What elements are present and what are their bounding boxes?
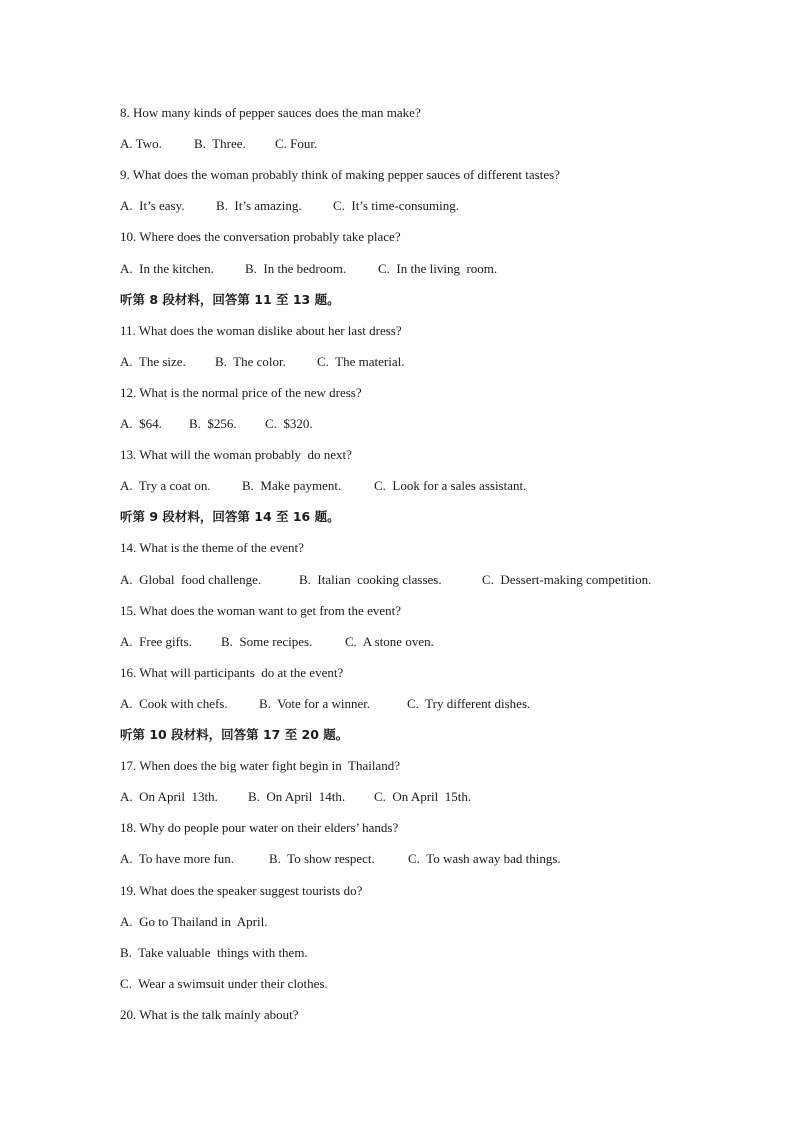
answer-option: A. On April 13th.	[120, 789, 218, 805]
question-text: 16. What will participants do at the event?	[120, 664, 344, 680]
answer-option: A. Cook with chefs.	[120, 695, 228, 711]
question-text: 10. Where does the conversation probably take place?	[120, 229, 401, 245]
answer-option: A. The size.	[120, 353, 186, 369]
answer-option: C. In the living room.	[378, 260, 498, 276]
answer-option: A. It’s easy.	[120, 198, 185, 214]
answer-option: C. On April 15th.	[374, 789, 472, 805]
answer-option: A. In the kitchen.	[120, 260, 214, 276]
answer-option: C. Dessert-making competition.	[482, 571, 652, 587]
question-text: 14. What is the theme of the event?	[120, 540, 304, 556]
answer-option: C. Look for a sales assistant.	[374, 478, 527, 494]
question-text: 12. What is the normal price of the new dress?	[120, 384, 362, 400]
answer-option: C. To wash away bad things.	[408, 851, 561, 867]
answer-option: A. To have more fun.	[120, 851, 235, 867]
question-text: 13. What will the woman probably do next?	[120, 447, 352, 463]
section-heading: 听第 10 段材料，回答第 17 至 20 题。	[120, 727, 349, 742]
question-text: 19. What does the speaker suggest tourists do?	[120, 882, 363, 898]
question-text: 17. When does the big water fight begin in Thailand?	[120, 758, 401, 774]
question-text: 20. What is the talk mainly about?	[120, 1006, 299, 1022]
answer-option: B. In the bedroom.	[245, 260, 347, 276]
answer-option: C. $320.	[265, 416, 313, 431]
question-text: C. Wear a swimsuit under their clothes.	[120, 975, 328, 991]
answer-option: C. A stone oven.	[345, 633, 434, 649]
answer-option: C. It’s time-consuming.	[333, 198, 460, 214]
answer-option: B. $256.	[189, 416, 237, 431]
answer-option: C. The material.	[317, 353, 405, 369]
answer-option: B. Make payment.	[242, 478, 342, 494]
answer-option: B. Vote for a winner.	[259, 695, 371, 711]
answer-option: B. It’s amazing.	[216, 198, 302, 214]
answer-option: B. To show respect.	[269, 851, 375, 867]
question-text: 15. What does the woman want to get from the event?	[120, 602, 401, 618]
answer-option: A. $64.	[120, 416, 162, 431]
question-text: 9. What does the woman probably think of making pepper sauces of different tastes?	[120, 167, 560, 183]
question-text: 11. What does the woman dislike about her last dress?	[120, 322, 402, 338]
answer-option: A. Two.	[120, 136, 162, 152]
answer-option: A. Global food challenge.	[120, 571, 262, 587]
section-heading: 听第 8 段材料，回答第 11 至 13 题。	[120, 291, 340, 307]
answer-option: C. Try different dishes.	[407, 695, 531, 711]
answer-option: B. Three.	[194, 136, 246, 152]
question-text: 18. Why do people pour water on their elders’ hands?	[120, 820, 399, 836]
answer-option: A. Free gifts.	[120, 633, 192, 649]
question-text: B. Take valuable things with them.	[120, 944, 308, 960]
answer-option: B. The color.	[215, 353, 286, 369]
question-text: 8. How many kinds of pepper sauces does the man make?	[120, 105, 421, 120]
answer-option: C. Four.	[275, 136, 318, 152]
answer-option: B. Italian cooking classes.	[299, 571, 442, 587]
section-heading: 听第 9 段材料，回答第 14 至 16 题。	[120, 509, 340, 525]
answer-option: B. Some recipes.	[221, 633, 313, 649]
answer-option: B. On April 14th.	[248, 789, 346, 805]
question-text: A. Go to Thailand in April.	[120, 913, 268, 929]
answer-option: A. Try a coat on.	[120, 478, 211, 494]
